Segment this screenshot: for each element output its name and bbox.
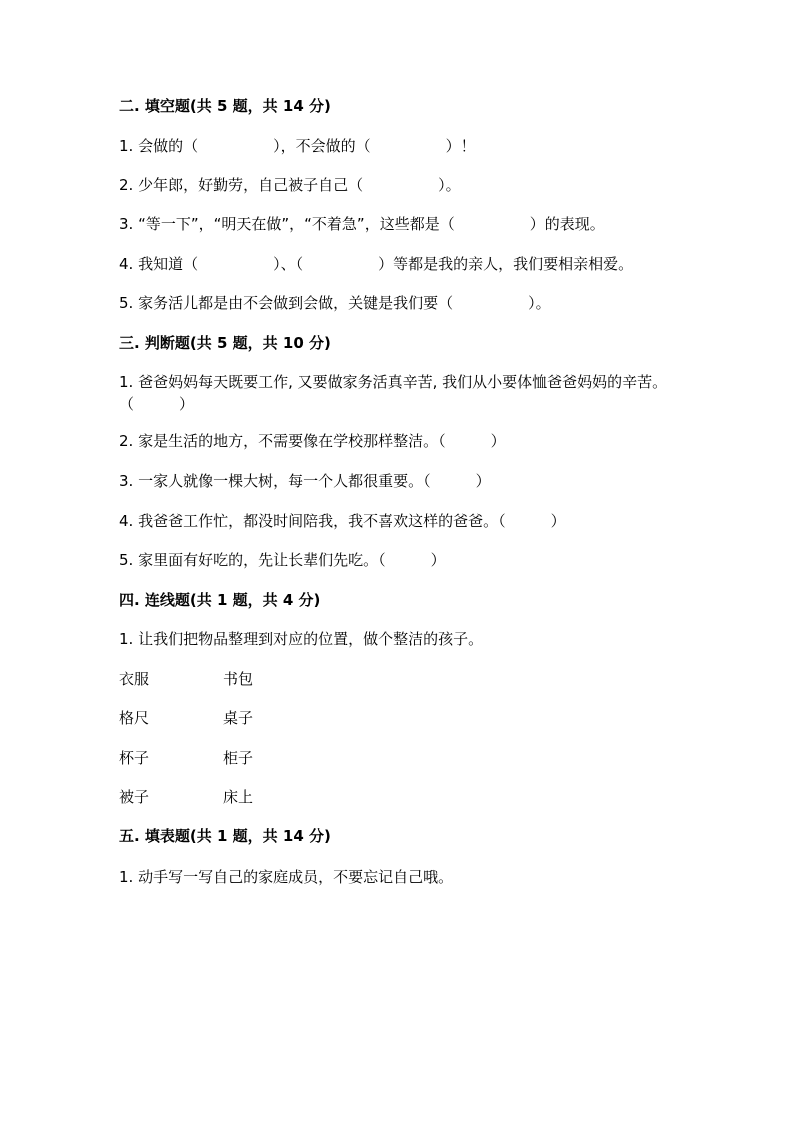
section-5-heading: 五. 填表题(共 1 题，共 14 分) — [119, 827, 331, 845]
section-3-question-2: 2. 家是生活的地方，不需要像在学校那样整洁。（ ） — [119, 432, 506, 450]
section-2-question-3: 3. “等一下”，“明天在做”，“不着急”，这些都是（ ）的表现。 — [119, 215, 605, 233]
match-left-item: 杯子 — [119, 749, 150, 767]
match-left-item: 格尺 — [119, 709, 150, 727]
match-right-item: 床上 — [223, 788, 254, 806]
section-4-question-1: 1. 让我们把物品整理到对应的位置，做个整洁的孩子。 — [119, 630, 484, 648]
section-3-question-5: 5. 家里面有好吃的，先让长辈们先吃。（ ） — [119, 551, 446, 569]
match-left-item: 被子 — [119, 788, 150, 806]
match-right-item: 桌子 — [223, 709, 254, 727]
section-2-question-1: 1. 会做的（ ），不会做的（ ）！ — [119, 137, 476, 155]
section-4-heading: 四. 连线题(共 1 题，共 4 分) — [119, 591, 321, 609]
match-right-item: 柜子 — [223, 749, 254, 767]
section-2-heading: 二. 填空题(共 5 题，共 14 分) — [119, 97, 331, 115]
section-3-question-1: 1. 爸爸妈妈每天既要工作, 又要做家务活真辛苦, 我们从小要体恤爸爸妈妈的辛苦。（ ） — [119, 373, 668, 413]
section-3-question-4: 4. 我爸爸工作忙，都没时间陪我，我不喜欢这样的爸爸。（ ） — [119, 512, 566, 530]
match-left-item: 衣服 — [119, 670, 150, 688]
section-5-question-1: 1. 动手写一写自己的家庭成员，不要忘记自己哦。 — [119, 868, 454, 886]
section-3-question-3: 3. 一家人就像一棵大树，每一个人都很重要。（ ） — [119, 472, 491, 490]
section-3-heading: 三. 判断题(共 5 题，共 10 分) — [119, 334, 331, 352]
section-2-question-2: 2. 少年郎，好勤劳，自己被子自己（ ）。 — [119, 176, 461, 194]
section-2-question-4: 4. 我知道（ ）、（ ）等都是我的亲人，我们要相亲相爱。 — [119, 255, 634, 273]
match-right-item: 书包 — [223, 670, 254, 688]
section-2-question-5: 5. 家务活儿都是由不会做到会做，关键是我们要（ ）。 — [119, 294, 551, 312]
